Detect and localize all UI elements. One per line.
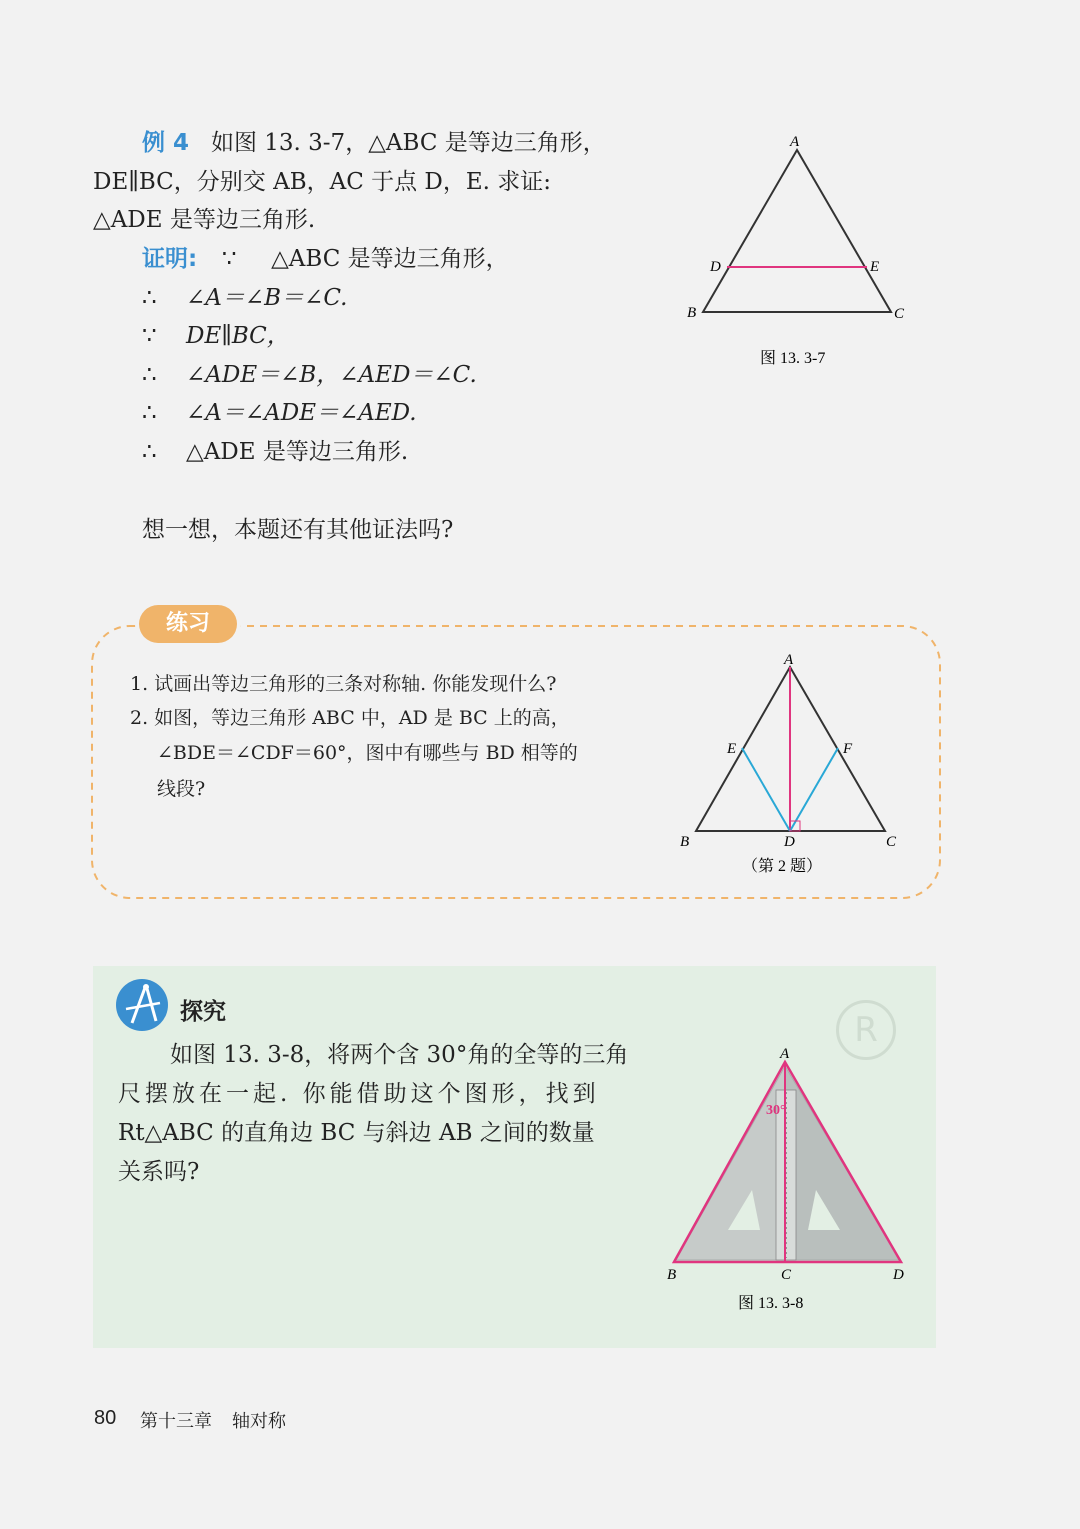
proof-line-0 — [142, 244, 509, 274]
proof-text: ∠ADE＝∠B，∠AED＝∠C. — [186, 362, 477, 388]
label-c: C — [886, 834, 897, 850]
proof-line-3 — [142, 360, 477, 390]
proof-symbol: ∴ — [142, 285, 157, 311]
proof-text: △ABC 是等边三角形， — [271, 246, 509, 272]
segment-df — [790, 748, 838, 831]
label-f: F — [843, 741, 853, 757]
proof-text: DE∥BC， — [186, 323, 290, 349]
example-statement-2: DE∥BC，分别交 AB，AC 于点 D，E. 求证: — [93, 169, 552, 195]
proof-symbol: ∵ — [142, 323, 157, 349]
explore-line-2: 尺摆放在一起. 你能借助这个图形，找到 — [118, 1081, 600, 1107]
triangle-abc — [703, 150, 891, 312]
label-c: C — [781, 1267, 792, 1283]
example-statement-3: △ADE 是等边三角形. — [93, 207, 316, 233]
practice-item-2: 2. 如图，等边三角形 ABC 中，AD 是 BC 上的高， — [130, 707, 570, 729]
chapter-label: 第十三章 — [140, 1411, 212, 1432]
proof-line-1 — [142, 283, 347, 313]
proof-text: △ADE 是等边三角形. — [186, 439, 409, 465]
proof-text: ∠A＝∠B＝∠C. — [186, 285, 348, 311]
explore-line-1: 如图 13. 3-8，将两个含 30°角的全等的三角 — [170, 1042, 629, 1068]
label-a: A — [790, 134, 800, 150]
label-d: D — [893, 1267, 904, 1283]
figure-caption: 图 13. 3-8 — [738, 1295, 804, 1312]
segment-de — [742, 748, 790, 831]
practice-item-1: 1. 试画出等边三角形的三条对称轴. 你能发现什么? — [130, 673, 557, 695]
proof-symbol: ∴ — [142, 400, 157, 426]
proof-symbol: ∴ — [142, 439, 157, 465]
figure-13-3-7 — [680, 125, 920, 380]
label-a: A — [780, 1046, 790, 1062]
label-c: C — [894, 306, 905, 322]
label-d: D — [784, 834, 795, 850]
explore-line-4: 关系吗? — [118, 1159, 200, 1185]
practice-item-2-cont: ∠BDE＝∠CDF＝60°，图中有哪些与 BD 相等的 — [157, 742, 578, 764]
label-e: E — [727, 741, 737, 757]
practice-item-2-cont2: 线段? — [157, 778, 206, 800]
practice-title: 练习 — [165, 611, 210, 636]
label-b: B — [667, 1267, 677, 1283]
registered-mark-icon: R — [836, 1000, 896, 1060]
proof-symbol: ∵ — [221, 246, 237, 272]
explore-line-3: Rt△ABC 的直角边 BC 与斜边 AB 之间的数量 — [118, 1120, 595, 1146]
practice-title-badge — [139, 605, 237, 643]
proof-line-5 — [142, 437, 408, 467]
label-b: B — [680, 834, 690, 850]
example-line-1 — [142, 128, 606, 158]
explore-title: 探究 — [180, 999, 226, 1025]
label-d: D — [710, 259, 721, 275]
explore-figure — [660, 1040, 920, 1320]
page-number: 80 — [94, 1407, 117, 1429]
example-label: 例 4 — [142, 130, 190, 156]
example-statement-1: 如图 13. 3-7，△ABC 是等边三角形， — [210, 130, 606, 156]
think-prompt: 想一想，本题还有其他证法吗? — [142, 517, 454, 543]
label-e: E — [870, 259, 880, 275]
label-b: B — [687, 305, 697, 321]
proof-text: ∠A＝∠ADE＝∠AED. — [186, 400, 417, 426]
practice-figure — [670, 645, 910, 885]
explore-compass-icon — [116, 979, 168, 1031]
proof-label: 证明: — [142, 246, 198, 272]
label-a: A — [784, 652, 794, 668]
figure-caption: （第 2 题） — [742, 858, 823, 875]
proof-line-4 — [142, 398, 417, 428]
topic-label: 轴对称 — [232, 1411, 286, 1432]
proof-symbol: ∴ — [142, 362, 157, 388]
proof-line-2 — [142, 321, 290, 351]
figure-caption: 图 13. 3-7 — [760, 350, 826, 367]
angle-label: 30° — [766, 1103, 786, 1118]
